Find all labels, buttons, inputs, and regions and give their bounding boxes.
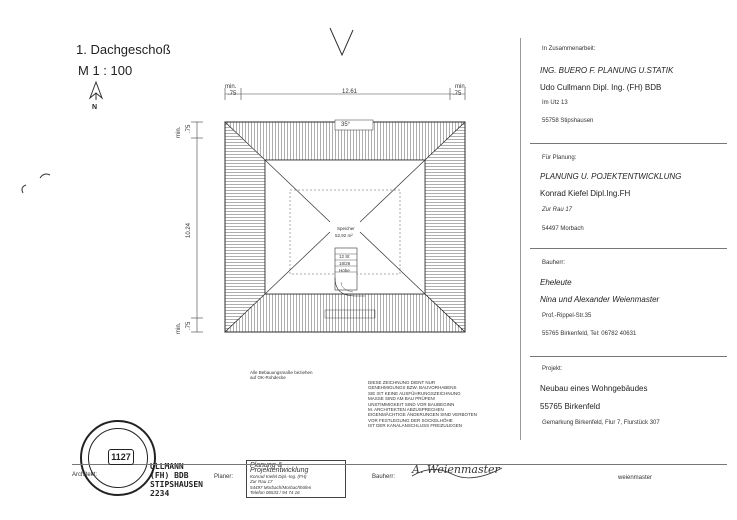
planner-name: Konrad Kiefel Dipl.Ing.FH xyxy=(540,189,631,198)
legal-line: IST DER KANALANSCHLUSS FREIZULEGEN xyxy=(368,423,462,429)
architect-stamp xyxy=(150,462,203,498)
architect-stamp-line: ULLMANN xyxy=(150,462,184,471)
owner-street: Prof.-Rippel-Str.35 xyxy=(542,313,592,319)
dim-overhang-side-bottom: .75 xyxy=(186,321,192,330)
engineer-street: Im Utz 13 xyxy=(542,100,568,106)
owner-signature: A. Weienmaster xyxy=(412,463,500,476)
roof-floor-plan xyxy=(185,82,485,352)
dim-min-right: min. xyxy=(455,84,467,90)
north-label: N xyxy=(92,104,98,111)
footer-owner-name: weienmaster xyxy=(618,475,653,481)
footer-owner-label: Bauherr: xyxy=(372,474,396,480)
note-line: Alle Bebauungsmaße beziehen xyxy=(250,370,313,375)
room-area: 52,92 m² xyxy=(335,233,353,238)
planner-stamp-line: Zur Rau 17 xyxy=(250,479,273,485)
stair-label-1: 12 St xyxy=(339,254,350,259)
rule-3 xyxy=(530,356,727,357)
chamber-number: 1127 xyxy=(108,449,134,465)
planner-stamp-line: Konrad Kiefel Dipl.-Ing. (FH) xyxy=(250,473,307,479)
note-line: auf OK-Rohdecke xyxy=(250,375,286,381)
owner-line-1: Eheleute xyxy=(540,278,572,287)
title-block-divider xyxy=(520,38,521,440)
signature-stroke xyxy=(410,462,510,482)
project-city: 55765 Birkenfeld xyxy=(540,402,601,411)
planner-stamp xyxy=(246,460,346,498)
architect-stamp-line: STIPSHAUSEN xyxy=(150,480,203,489)
legal-line: GENEHMIGUNGS BZW. BAUVORHABENS xyxy=(368,385,457,391)
dim-overhang-side-top: .75 xyxy=(186,124,192,133)
planner-stamp-line: Telefon 06533 / 94 74 16 xyxy=(250,490,300,496)
footer-planner-label: Planer: xyxy=(214,474,234,480)
dim-overhang-top-right: .75 xyxy=(453,91,462,97)
scale-label: M 1 : 100 xyxy=(78,63,133,78)
room-name: Speicher xyxy=(337,226,355,231)
stair-label-2: 18/26 xyxy=(339,261,351,266)
rule-1 xyxy=(530,143,727,144)
project-name: Neubau eines Wohngebäudes xyxy=(540,384,648,393)
floor-title: 1. Dachgeschoß xyxy=(76,42,171,57)
roof-slope: 35° xyxy=(341,122,351,128)
legal-line: M. ARCHITEKTEN ABZUSPRECHEN xyxy=(368,407,444,413)
cooperation-label: In Zusammenarbeit: xyxy=(542,46,596,52)
legal-line: MASSE SIND AM BAU PRÜFEN! xyxy=(368,396,436,402)
footer-architect-label: Architekt: xyxy=(72,472,98,478)
legal-line: DIESE ZEICHNUNG DIENT NUR xyxy=(368,380,436,385)
dim-overhang-top-left: .75 xyxy=(228,91,237,97)
planner-stamp-line: 54497 Morbach/Morbachhöfen xyxy=(250,484,312,490)
legal-line: UNSTIMMIGKEIT SIND VOR BAUBEGINN xyxy=(368,401,455,407)
legal-disclaimer xyxy=(368,380,496,429)
project-parcel: Gemarkung Birkenfeld, Flur 7, Flurstück 307 xyxy=(542,420,660,426)
owner-line-2: Nina und Alexander Weienmaster xyxy=(540,295,660,304)
dimension-note xyxy=(250,370,313,381)
legal-line: EIGENMÄCHTIGE ÄNDERUNGEN SIND VERBOTEN xyxy=(368,412,478,418)
architect-stamp-line: (FH) BDB xyxy=(150,471,189,480)
owner-city-phone: 55765 Birkenfeld, Tel: 06782 40631 xyxy=(542,331,637,337)
planner-street: Zur Rau 17 xyxy=(542,207,573,213)
owner-label: Bauherr: xyxy=(542,260,566,266)
dim-overall-width: 12.61 xyxy=(342,89,358,95)
planning-label: Für Planung: xyxy=(542,155,577,161)
dim-overall-depth: 10.24 xyxy=(186,222,192,238)
office-name: ING. BUERO F. PLANUNG U.STATIK xyxy=(540,66,674,75)
planner-city: 54497 Morbach xyxy=(542,226,584,232)
rule-2 xyxy=(530,248,727,249)
dim-min-side-top: min. xyxy=(176,126,182,138)
footer-rule xyxy=(72,464,727,465)
stair-label-3: Höhe xyxy=(339,268,350,273)
legal-line: SIE IST KEINE AUSFÜHRUNGSZEICHNUNG xyxy=(368,390,461,396)
dim-min-side-bottom: min. xyxy=(176,322,182,334)
planner-stamp-line: Planung & Projektentwicklung xyxy=(250,462,309,475)
planning-company: PLANUNG U. POJEKTENTWICKLUNG xyxy=(540,172,682,181)
dim-min-left: min. xyxy=(225,84,237,90)
engineer-city: 55758 Stipshausen xyxy=(542,118,594,124)
legal-line: VOR FESTLEGUNG DER SOCKELHÖHE xyxy=(368,417,453,423)
engineer-name: Udo Cullmann Dipl. Ing. (FH) BDB xyxy=(540,83,662,92)
architect-stamp-line: 2234 xyxy=(150,489,170,498)
project-label: Projekt: xyxy=(542,366,563,372)
